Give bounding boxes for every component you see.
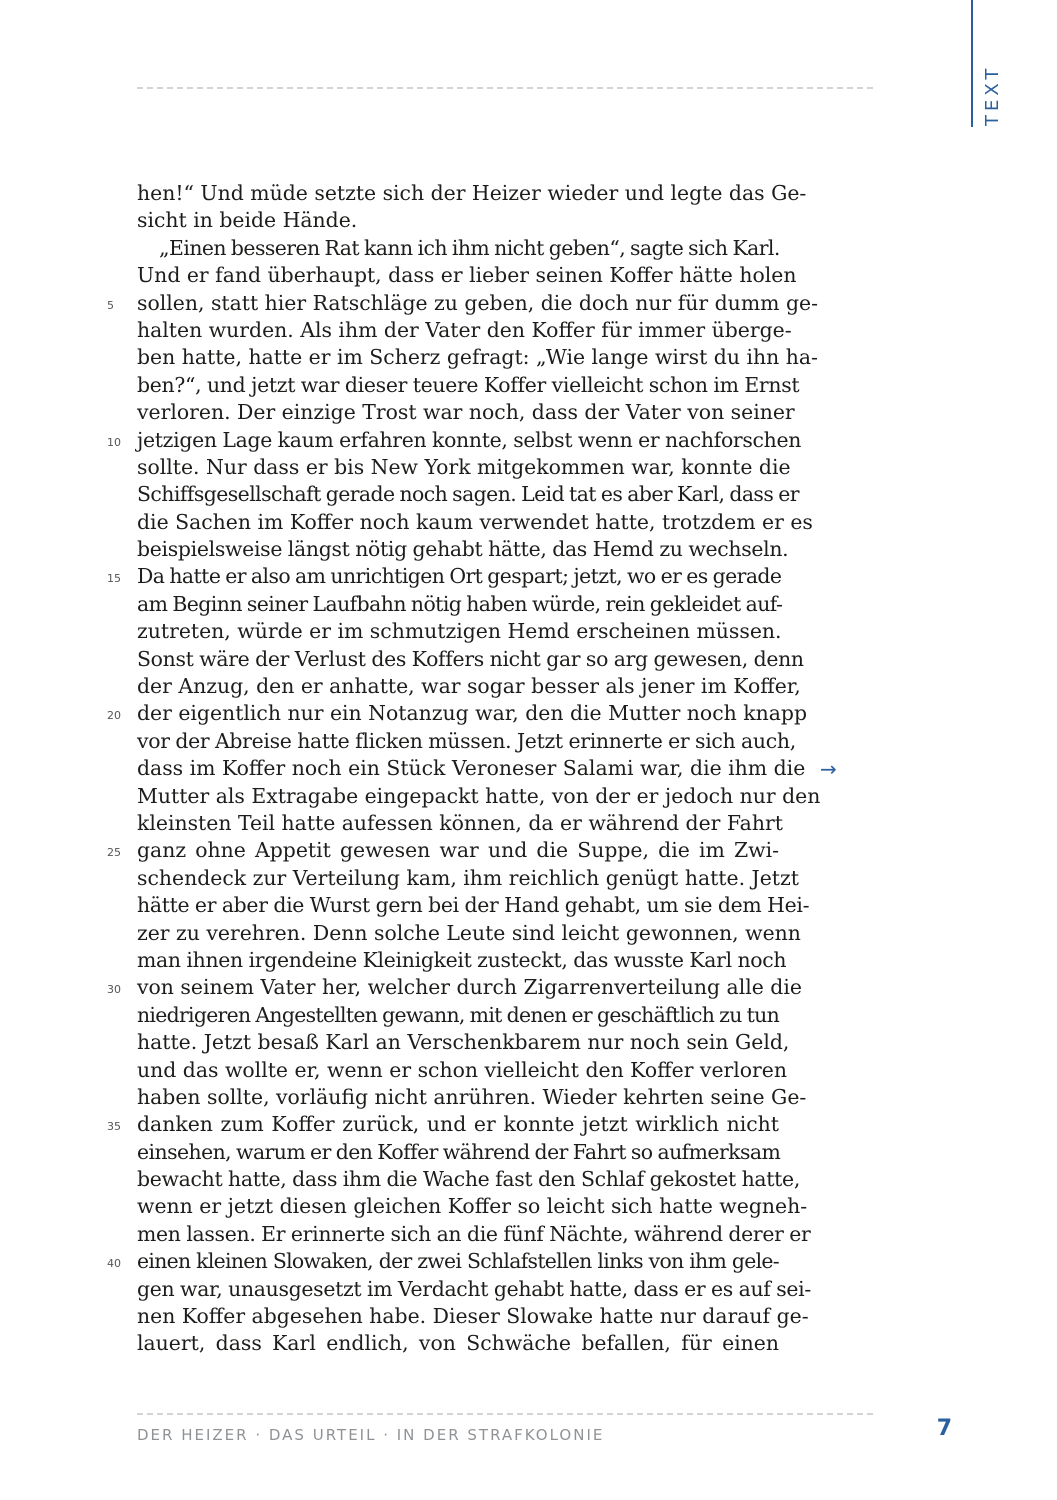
line-number: 40 [107, 1257, 121, 1271]
continuation-arrow-icon: → [820, 757, 837, 781]
text-line: 20 der eigentlich nur ein Notanzug war, den die Mutter noch knapp [137, 700, 779, 727]
text-line: halten wurden. Als ihm der Vater den Koffer für immer überge- [137, 317, 792, 342]
text-line: niedrigeren Angestellten gewann, mit denen er geschäftlich zu tun [137, 1002, 779, 1027]
top-divider [137, 87, 873, 89]
text-line: „Einen besseren Rat kann ich ihm nicht geben“, sagte sich Karl. [159, 235, 780, 260]
text-line: 40 einen kleinen Slowaken, der zwei Schlafstellen links von ihm gele- [137, 1248, 779, 1275]
text-line: gen war, unausgesetzt im Verdacht gehabt hatte, dass er es auf sei- [137, 1276, 811, 1301]
text-line: hätte er aber die Wurst gern bei der Hand gehabt, um sie dem Hei- [137, 893, 810, 918]
line-number: 10 [107, 435, 121, 449]
body-text [107, 180, 821, 1358]
text-line: lauert, dass Karl endlich, von Schwäche befallen, für einen [137, 1331, 779, 1356]
text-line: hen!“ Und müde setzte sich der Heizer wieder und legte das Ge- [137, 181, 807, 205]
text-line: Mutter als Extragabe eingepackt hatte, von der er jedoch nur den [137, 783, 821, 808]
text-line: 5 sollen, statt hier Ratschläge zu geben, die doch nur für dumm ge- [137, 290, 779, 317]
text-line: einsehen, warum er den Koffer während der Fahrt so aufmerksam [137, 1139, 781, 1164]
line-number: 5 [107, 298, 114, 312]
text-line: der Anzug, den er anhatte, war sogar besser als jener im Koffer, [137, 674, 801, 699]
text-line: Schiffsgesellschaft gerade noch sagen. Leid tat es aber Karl, dass er [137, 482, 799, 507]
text-line: dass im Koffer noch ein Stück Veroneser Salami war, die ihm die [137, 756, 806, 781]
text-line: hatte. Jetzt besaß Karl an Verschenkbarem nur noch sein Geld, [137, 1030, 790, 1055]
line-number: 20 [107, 709, 121, 723]
text-line: vor der Abreise hatte flicken müssen. Jetzt erinnerte er sich auch, [137, 728, 796, 753]
line-number: 35 [107, 1120, 121, 1134]
text-line: 25 ganz ohne Appetit gewesen war und die Suppe, die im Zwi- [137, 837, 779, 864]
text-line: man ihnen irgendeine Kleinigkeit zusteckt, das wusste Karl noch [137, 947, 787, 972]
text-line: nen Koffer abgesehen habe. Dieser Slowake hatte nur darauf ge- [137, 1304, 809, 1329]
text-line: 10 jetzigen Lage kaum erfahren konnte, selbst wenn er nachforschen [137, 427, 779, 454]
text-line: die Sachen im Koffer noch kaum verwendet hatte, trotzdem er es [137, 509, 813, 534]
text-line: beispielsweise längst nötig gehabt hätte, das Hemd zu wechseln. [137, 537, 789, 562]
text-line: zutreten, würde er im schmutzigen Hemd erscheinen müssen. [137, 619, 782, 644]
text-line: Und er fand überhaupt, dass er lieber seinen Koffer hätte holen [137, 263, 797, 288]
text-line: ben hatte, hatte er im Scherz gefragt: „Wie lange wirst du ihn ha- [137, 345, 818, 370]
text-line: ben?“, und jetzt war dieser teuere Koffer vielleicht schon im Ernst [137, 372, 800, 397]
text-line: schendeck zur Verteilung kam, ihm reichlich genügt hatte. Jetzt [137, 865, 799, 890]
text-line: 30 von seinem Vater her, welcher durch Zigarrenverteilung alle die [137, 974, 779, 1001]
text-line: zer zu verehren. Denn solche Leute sind leicht gewonnen, wenn [137, 920, 801, 945]
text-line: bewacht hatte, dass ihm die Wache fast den Schlaf gekostet hatte, [137, 1167, 801, 1192]
line-number: 25 [107, 846, 121, 860]
text-line: kleinsten Teil hatte aufessen können, da er während der Fahrt [137, 810, 783, 835]
text-line: 35 danken zum Koffer zurück, und er konnte jetzt wirklich nicht [137, 1111, 779, 1138]
line-number: 15 [107, 572, 121, 586]
text-line: 15 Da hatte er also am unrichtigen Ort gespart; jetzt, wo er es gerade [137, 563, 779, 590]
text-line: am Beginn seiner Laufbahn nötig haben würde, rein gekleidet auf- [137, 591, 783, 616]
text-line: sollte. Nur dass er bis New York mitgekommen war, konnte die [137, 454, 791, 479]
side-tab-bar [971, 0, 973, 127]
text-line: und das wollte er, wenn er schon vielleicht den Koffer verloren [137, 1057, 788, 1082]
side-tab-label: TEXT [982, 64, 1003, 126]
text-line: men lassen. Er erinnerte sich an die fünf Nächte, während derer er [137, 1221, 811, 1246]
text-line: haben sollte, vorläufig nicht anrühren. Wieder kehrten seine Ge- [137, 1084, 807, 1109]
text-line: verloren. Der einzige Trost war noch, dass der Vater von seiner [137, 400, 795, 425]
running-footer: DER HEIZER · DAS URTEIL · IN DER STRAFKOLONIE [137, 1426, 605, 1444]
bottom-divider [137, 1413, 873, 1415]
page-number: 7 [936, 1416, 952, 1441]
text-line: sicht in beide Hände. [137, 208, 358, 233]
text-line: wenn er jetzt diesen gleichen Koffer so leicht sich hatte wegneh- [137, 1194, 808, 1219]
line-number: 30 [107, 983, 121, 997]
text-line: Sonst wäre der Verlust des Koffers nicht gar so arg gewesen, denn [137, 646, 804, 671]
